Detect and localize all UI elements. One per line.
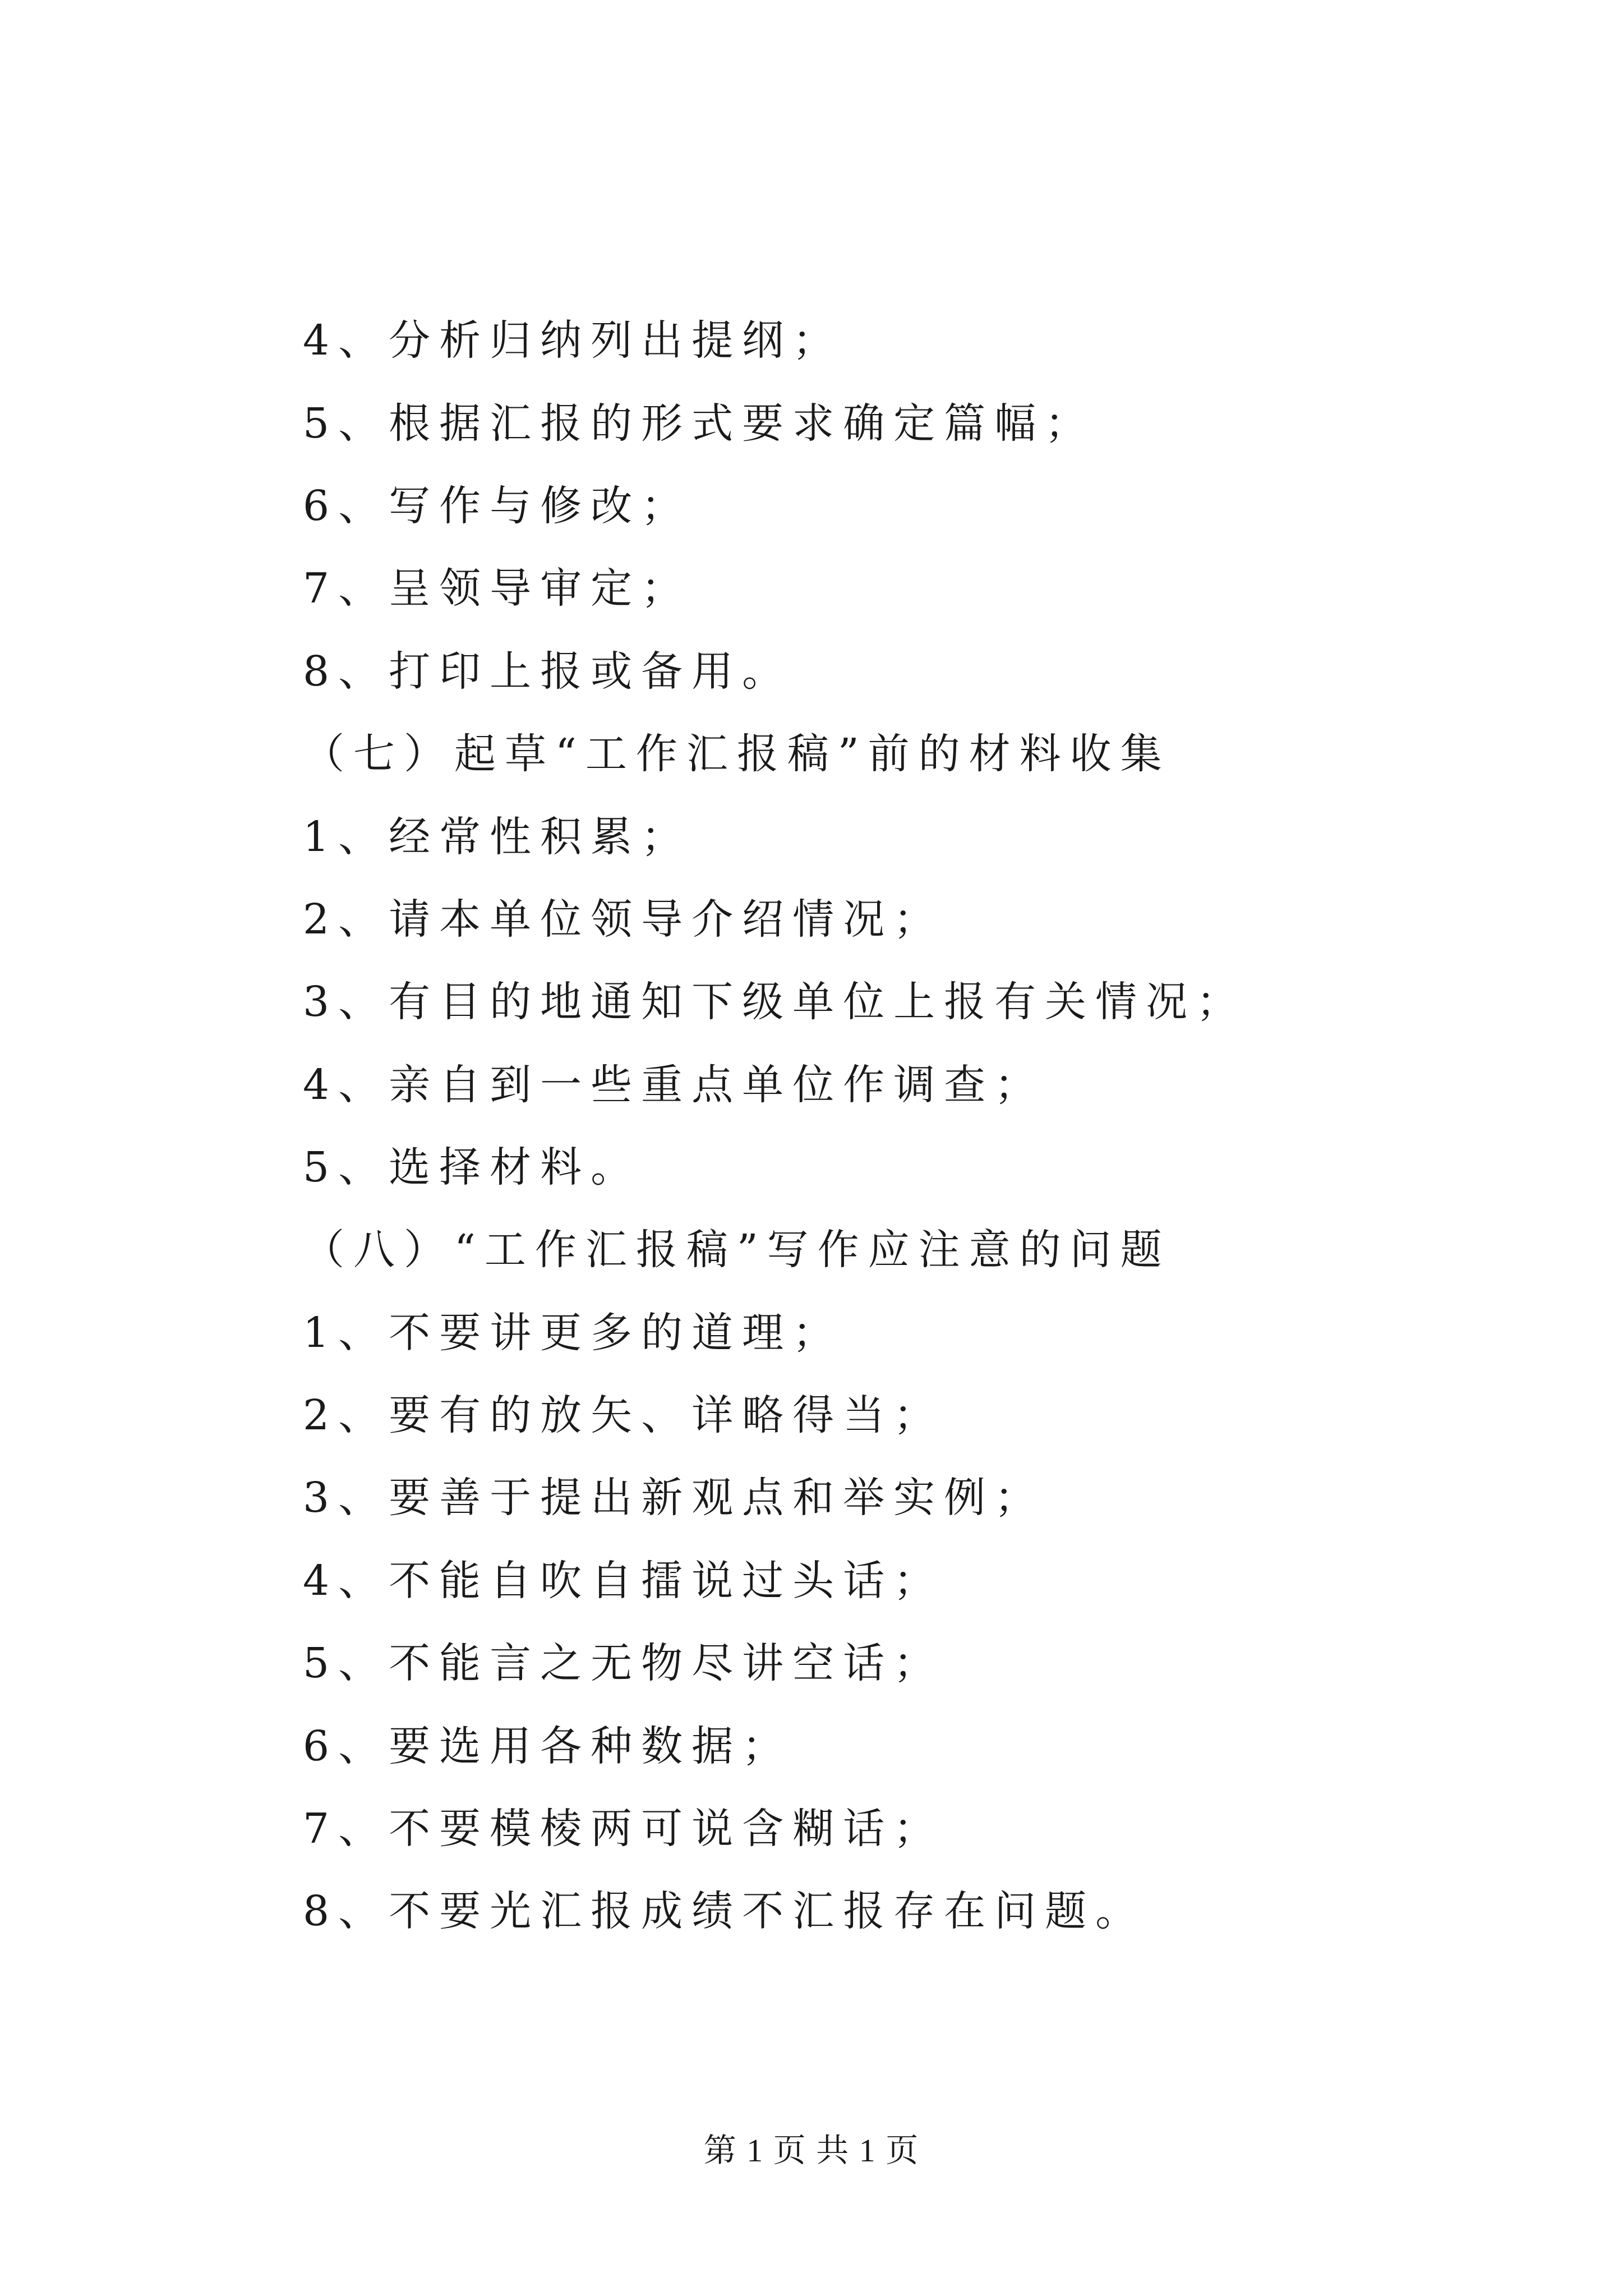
list-item: 2、要有的放矢、详略得当；: [303, 1391, 944, 1439]
list-item: 1、不要讲更多的道理；: [303, 1309, 843, 1357]
list-item: 8、不要光汇报成绩不汇报存在问题。: [303, 1887, 1146, 1935]
list-item: 2、请本单位领导介绍情况；: [303, 895, 944, 944]
list-item: 5、不能言之无物尽讲空话；: [303, 1639, 944, 1687]
list-item: 4、亲自到一些重点单位作调查；: [303, 1061, 1045, 1109]
list-item: 8、打印上报或备用。: [303, 647, 793, 696]
list-item: 6、写作与修改；: [303, 482, 692, 530]
list-item: 3、有目的地通知下级单位上报有关情况；: [303, 978, 1247, 1026]
list-item: 6、要选用各种数据；: [303, 1722, 793, 1770]
list-item: 4、不能自吹自擂说过头话；: [303, 1557, 944, 1605]
page-footer: 第 1 页 共 1 页: [703, 2132, 920, 2169]
list-item: 7、呈领导审定；: [303, 564, 692, 613]
section-heading: （八）“工作汇报稿”写作应注意的问题: [303, 1226, 1171, 1274]
section-heading: （七）起草“工作汇报稿”前的材料收集: [303, 730, 1171, 778]
list-item: 3、要善于提出新观点和举实例；: [303, 1474, 1045, 1522]
list-item: 5、选择材料。: [303, 1143, 642, 1191]
list-item: 7、不要模棱两可说含糊话；: [303, 1805, 944, 1853]
list-item: 4、分析归纳列出提纲；: [303, 316, 843, 365]
list-item: 5、根据汇报的形式要求确定篇幅；: [303, 399, 1096, 448]
list-item: 1、经常性积累；: [303, 813, 692, 861]
